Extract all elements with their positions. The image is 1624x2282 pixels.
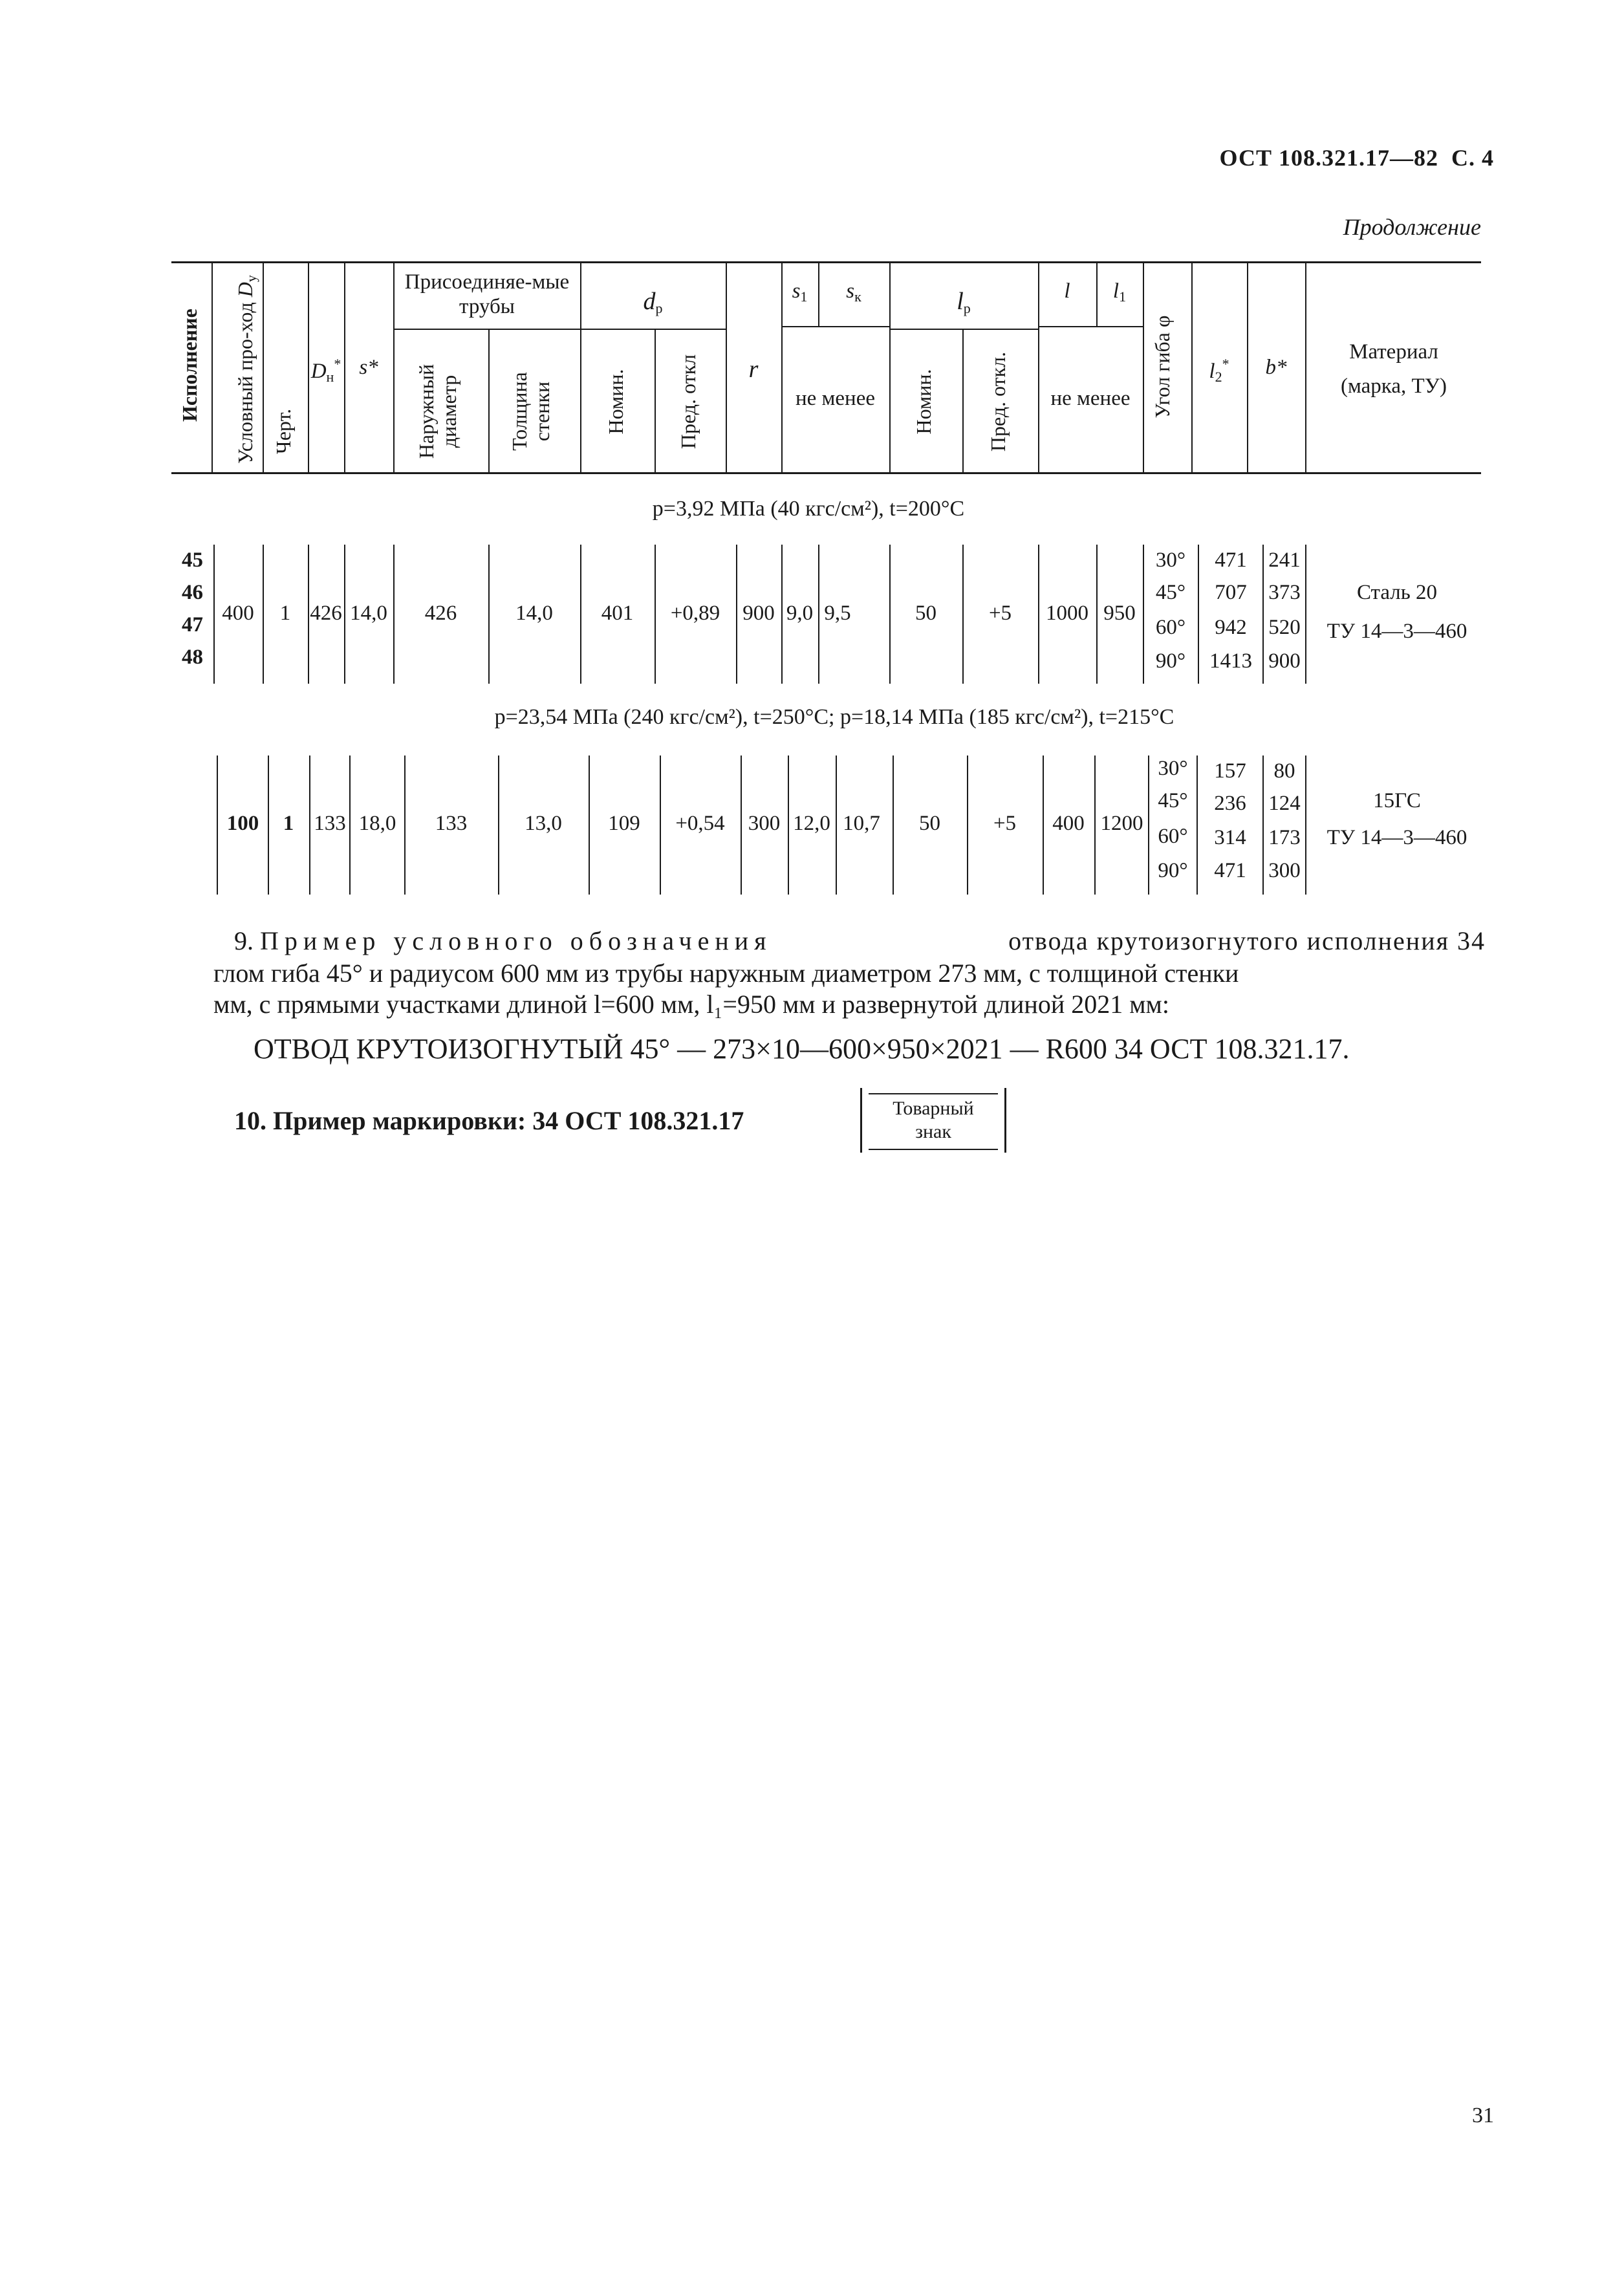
specification-table	[0, 0, 1624, 918]
s2-outer-d: 133	[435, 812, 468, 835]
header-dp-sym: d	[643, 288, 656, 315]
s1-sk: 9,5	[824, 602, 851, 625]
hdr-hline	[889, 329, 1038, 330]
s1-execution-1: 46	[182, 581, 203, 604]
header-s-text: s*	[359, 356, 378, 379]
header-b-text: b*	[1265, 356, 1287, 379]
s1-dy: 400	[222, 602, 254, 625]
hdr-hline	[781, 326, 889, 327]
s1-vline	[1305, 545, 1306, 684]
s2-l: 400	[1052, 812, 1085, 835]
s2-angle-3: 90°	[1158, 859, 1188, 882]
trademark-label: Товарный знак	[893, 1098, 974, 1142]
header-not-less: не менее	[795, 387, 876, 410]
header-l	[1038, 279, 1096, 304]
s1-lp-tol: +5	[988, 602, 1012, 625]
header-lp	[889, 288, 1038, 316]
s2-dn: 133	[314, 812, 346, 835]
s1-l2-2: 942	[1215, 616, 1247, 639]
item9-designation: ОТВОД КРУТОИЗОГНУТЫЙ 45° — 273×10—600×950×2021 — R600 34 ОСТ 108.321.17.	[254, 1033, 1350, 1065]
header-l1-sub: 1	[1119, 288, 1127, 305]
header-s1-sym: s	[792, 279, 801, 303]
header-material: Материал (марка, ТУ)	[1341, 340, 1447, 398]
s1-lp-nom: 50	[915, 602, 937, 625]
s1-vline	[1143, 545, 1144, 684]
s1-b-2: 520	[1268, 616, 1301, 639]
doc-ref: ОСТ 108.321.17—82	[1219, 145, 1438, 171]
s1-dp-nom: 401	[601, 602, 634, 625]
s2-material: 15ГС	[1373, 789, 1421, 812]
s1-l2-0: 471	[1215, 549, 1247, 572]
s1-l: 1000	[1046, 602, 1088, 625]
page-number: 31	[1472, 2103, 1494, 2127]
s1-angle-2: 60°	[1155, 616, 1186, 639]
header-dp-nom: Номин.	[604, 369, 627, 435]
item10-text: 10. Пример маркировки: 34 ОСТ 108.321.17	[234, 1106, 744, 1135]
header-s1-sub: 1	[800, 288, 808, 305]
trademark-bottom-rule	[869, 1149, 998, 1150]
hdr-hline	[393, 329, 580, 330]
s1-outer-d: 426	[424, 602, 457, 625]
s2-r: 300	[748, 812, 781, 835]
item9-line1	[234, 924, 1486, 959]
s2-sk: 10,7	[843, 812, 880, 835]
s1-dn: 426	[310, 602, 342, 625]
s1-l2-1: 707	[1215, 581, 1247, 604]
s2-l2-1: 236	[1214, 792, 1246, 815]
header-lp-sym: l	[957, 288, 964, 315]
s1-spec: ТУ 14—3—460	[1326, 620, 1467, 643]
header-b	[1247, 356, 1305, 380]
header-lp-tol: Пред. откл.	[986, 351, 1010, 452]
header-lp-nom: Номин.	[912, 369, 935, 435]
header-outer-diameter: Наружный диаметр	[415, 364, 461, 459]
s2-dp-nom: 109	[608, 812, 640, 835]
s1-s1: 9,0	[786, 602, 814, 625]
s1-b-3: 900	[1268, 649, 1301, 673]
trademark-box	[860, 1088, 1006, 1153]
header-sk	[818, 279, 889, 305]
header-l2-sub: 2	[1215, 369, 1222, 385]
header-wall-thickness: Толщина стенки	[508, 372, 554, 451]
header-dp	[580, 288, 726, 316]
section1-condition: p=3,92 МПа (40 кгс/см²), t=200°С	[652, 497, 965, 521]
s1-l1: 950	[1103, 602, 1136, 625]
header-sk-sym: s	[846, 279, 855, 303]
header-l-text: l	[1064, 279, 1070, 303]
header-r	[726, 356, 781, 384]
header-execution: Исполнение	[178, 309, 201, 422]
s2-dy: 100	[226, 812, 259, 835]
hdr-hline	[1038, 326, 1143, 327]
s2-angle-1: 45°	[1158, 789, 1188, 812]
item9-line1-rest: отвода крутоизогнутого исполнения 34	[1008, 926, 1486, 955]
hdr-vline	[393, 261, 395, 472]
s2-dp-tol: +0,54	[675, 812, 725, 835]
s2-drawing: 1	[283, 812, 294, 835]
s2-wall: 13,0	[525, 812, 562, 835]
s1-angle-1: 45°	[1155, 581, 1186, 604]
header-dn-sub: н	[326, 369, 334, 385]
s2-b-3: 300	[1268, 859, 1301, 882]
header-s1	[781, 279, 818, 305]
s2-l1: 1200	[1100, 812, 1143, 835]
s1-dp-tol: +0,89	[670, 602, 720, 625]
table-header-bottom-rule	[171, 472, 1481, 474]
s2-l2-0: 157	[1214, 759, 1246, 783]
s1-execution-0: 45	[182, 549, 203, 572]
s1-b-0: 241	[1268, 549, 1301, 572]
s1-l2-3: 1413	[1209, 649, 1252, 673]
s2-l2-2: 314	[1214, 826, 1246, 849]
hdr-vline	[1305, 261, 1306, 472]
header-dy-sub: y	[243, 275, 259, 283]
s1-material: Сталь 20	[1356, 581, 1438, 604]
s1-drawing: 1	[279, 602, 291, 625]
header-r-text: r	[748, 356, 759, 383]
s1-s: 14,0	[350, 602, 387, 625]
hdr-vline	[962, 330, 964, 472]
s1-wall: 14,0	[515, 602, 553, 625]
s1-execution-3: 48	[182, 646, 203, 669]
hdr-vline	[488, 330, 490, 472]
header-l1	[1096, 279, 1143, 305]
header-not-less-2: не менее	[1050, 387, 1131, 410]
header-dy-sym: D	[233, 282, 257, 298]
header-s	[344, 356, 393, 380]
item9-line3: мм, с прямыми участками длиной l=600 мм, l₁=950 мм и развернутой длиной 2021 мм:	[213, 990, 1169, 1019]
header-dp-tol: Пред. откл	[677, 354, 700, 450]
s1-execution-2: 47	[182, 613, 203, 636]
s2-b-1: 124	[1268, 792, 1301, 815]
s1-angle-3: 90°	[1155, 649, 1186, 673]
page-ref: С. 4	[1451, 145, 1494, 171]
header-dp-sub: p	[655, 300, 663, 316]
hdr-vline	[1143, 261, 1144, 472]
s1-angle-0: 30°	[1155, 549, 1186, 572]
hdr-vline	[211, 261, 213, 472]
header-drawing: Черт.	[272, 408, 295, 455]
s1-r: 900	[742, 602, 775, 625]
s2-l2-3: 471	[1214, 859, 1246, 882]
continuation-label: Продолжение	[1343, 214, 1481, 240]
s2-lp-tol: +5	[993, 812, 1017, 835]
header-l1-sym: l	[1112, 279, 1120, 303]
s2-s: 18,0	[358, 812, 396, 835]
header-l2: $l_2^*$	[1209, 356, 1229, 385]
header-nominal-bore-text: Условный про-ход	[233, 302, 257, 464]
item9-lead	[234, 924, 772, 959]
trademark-top-rule	[869, 1093, 998, 1094]
header-l2-sym: l	[1209, 360, 1215, 383]
s2-vline	[1305, 755, 1306, 895]
item9-number: 9.	[234, 926, 254, 955]
section2-condition: p=23,54 МПа (240 кгс/см²), t=250°С; p=18,14 МПа (185 кгс/см²), t=215°С	[494, 705, 1175, 729]
hdr-vline	[655, 330, 656, 472]
header-angle: Угол гиба φ	[1151, 315, 1174, 418]
s2-b-2: 173	[1268, 826, 1301, 849]
header-sk-sub: к	[854, 288, 861, 305]
header-lp-sub: p	[963, 300, 971, 316]
hdr-hline	[580, 329, 726, 330]
s2-lp-nom: 50	[919, 812, 940, 835]
header-dn-sym: D	[310, 360, 327, 383]
header-dn: $D_н^*$	[310, 356, 341, 385]
item9-line2: глом гиба 45° и радиусом 600 мм из трубы наружным диаметром 273 мм, с толщиной стенки	[213, 959, 1239, 988]
s2-s1: 12,0	[793, 812, 830, 835]
item9-lead-text: Пример условного обозначения	[260, 926, 772, 955]
s2-spec: ТУ 14—3—460	[1326, 826, 1467, 849]
s1-b-1: 373	[1268, 581, 1301, 604]
s2-angle-2: 60°	[1158, 825, 1188, 848]
header-pipes: Присоединяе-мые трубы	[404, 270, 570, 318]
table-top-rule	[171, 261, 1481, 263]
s2-b-0: 80	[1273, 759, 1295, 783]
s2-angle-0: 30°	[1158, 757, 1188, 780]
